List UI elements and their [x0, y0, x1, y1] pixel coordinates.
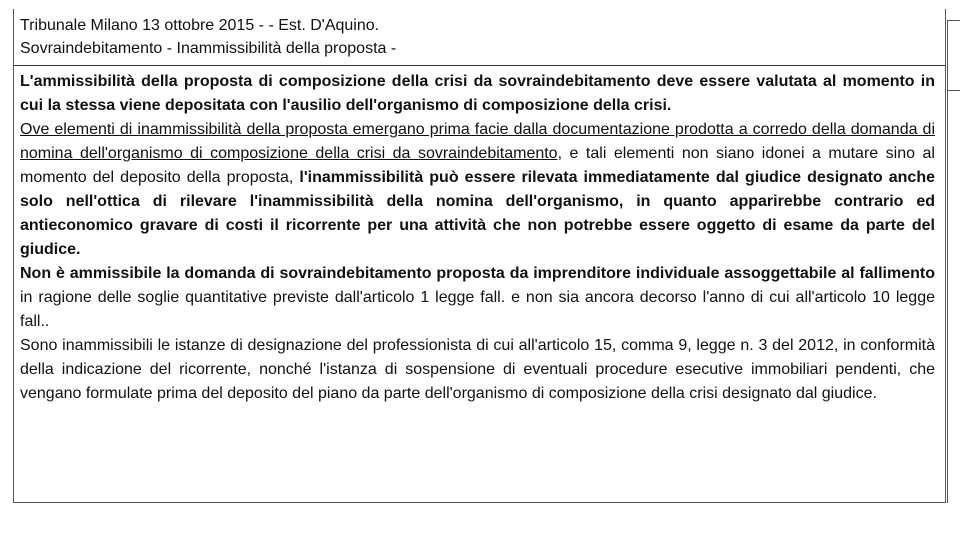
paragraph-3-bold: Non è ammissibile la domanda di sovraindebitamento proposta da imprenditore individuale assoggettabile al fallimento: [20, 265, 935, 282]
paragraph-4-text: Sono inammissibili le istanze di designazione del professionista di cui all'articolo 15, comma 9, legge n. 3 del 2012, in conformità della indicazione del ricorrente, nonché l'istanza di sospensione di eventuali procedure esecutive immobiliari pendenti, che vengano formulate prima del deposito del piano da parte dell'organismo di composizione della crisi designato dal giudice.: [20, 337, 935, 402]
side-line: [947, 91, 948, 503]
header-divider: [14, 65, 945, 66]
paragraph-2-normal: e tali elementi non siano idonei a mutare sino al momento del deposito della proposta,: [20, 145, 935, 186]
paragraph-2: [20, 118, 935, 262]
header-court-line: Tribunale Milano 13 ottobre 2015 - - Est. D'Aquino.: [20, 17, 380, 34]
document-body: [20, 70, 935, 406]
paragraph-1: [20, 70, 935, 118]
side-bracket: [947, 20, 960, 91]
paragraph-2-underlined: Ove elementi di inammissibilità della proposta emergano prima facie dalla documentazione prodotta a corredo della domanda di nomina dell'organismo di composizione della crisi da sovraindebitamento,: [20, 121, 935, 162]
paragraph-1-text: L'ammissibilità della proposta di composizione della crisi da sovraindebitamento deve essere valutata al momento in cui la stessa viene depositata con l'ausilio dell'organismo di composizione della crisi.: [20, 73, 935, 114]
paragraph-3-normal: in ragione delle soglie quantitative previste dall'articolo 1 legge fall. e non sia ancora decorso l'anno di cui all'articolo 10 legge fall..: [20, 289, 935, 330]
document-header: [20, 14, 930, 60]
paragraph-3: [20, 262, 935, 334]
paragraph-2-bold: l'inammissibilità può essere rilevata immediatamente dal giudice designato anche solo nell'ottica di rilevare l'inammissibilità della nomina dell'organismo, in quanto apparirebbe contrario ed antieconomico gravare di costi il ricorrente per una attività che non potrebbe essere oggetto di esame da parte del giudice.: [20, 169, 935, 258]
paragraph-4: [20, 334, 935, 406]
header-subject-line: Sovraindebitamento - Inammissibilità della proposta -: [20, 40, 397, 57]
